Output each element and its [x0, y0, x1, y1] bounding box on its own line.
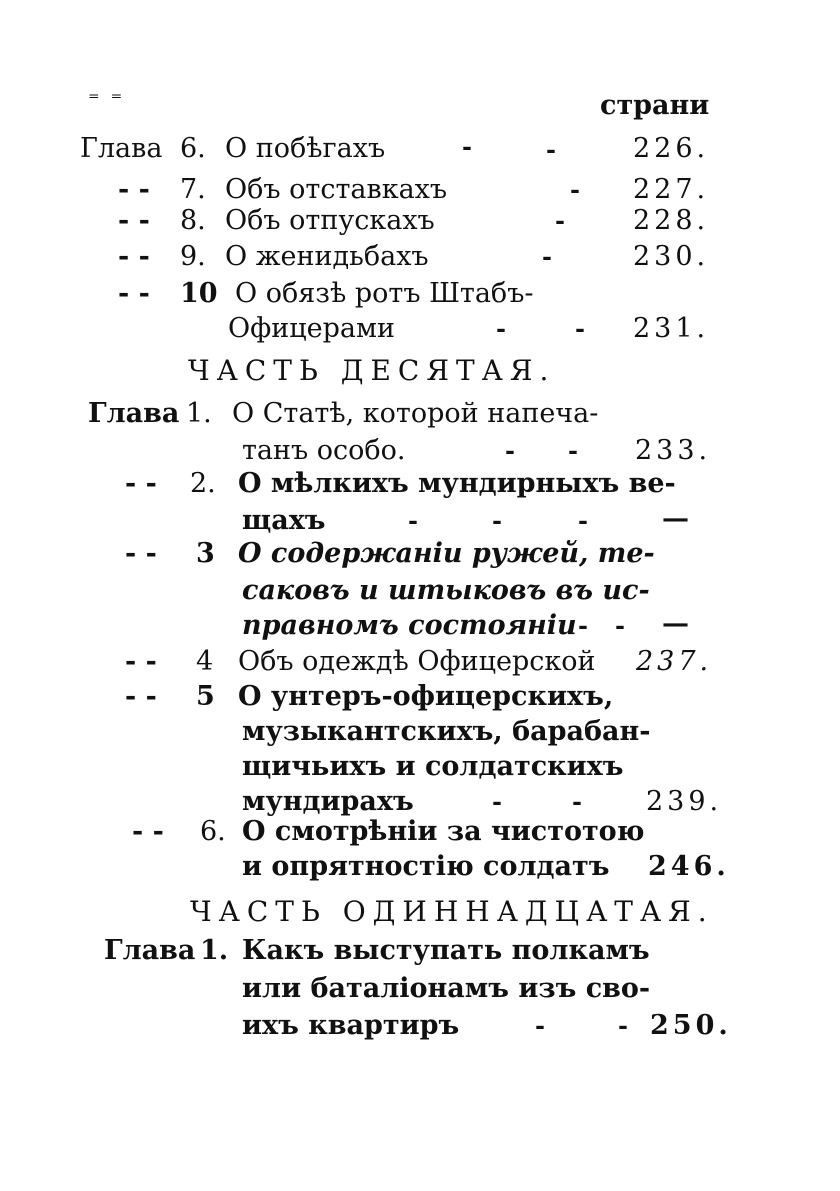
part-heading: ЧАСТЬ ОДИННАДЦАТАЯ.: [190, 895, 714, 928]
leader-dash: -: [535, 1011, 545, 1040]
page-number: 233.: [635, 435, 712, 466]
page-number: 246.: [648, 851, 730, 882]
chapter-number: 6.: [180, 133, 206, 164]
leader-dash: -: [546, 135, 556, 164]
leader-dash: -: [496, 314, 506, 343]
page-number-ditto: —: [662, 503, 689, 534]
chapter-number: 7.: [180, 174, 206, 205]
page-column-header: страни: [600, 90, 710, 121]
leader-dash: -: [492, 506, 502, 535]
chapter-number: 2.: [190, 468, 216, 499]
ditto-mark: - -: [125, 468, 157, 499]
chapter-title: О содержаніи ружей, те-: [238, 538, 655, 569]
ditto-mark: - -: [132, 816, 164, 847]
chapter-number: 1.: [200, 935, 229, 966]
chapter-title-continuation: правномъ состояніи: [242, 610, 577, 641]
chapter-title: О побѣгахъ: [225, 133, 386, 164]
chapter-prefix: Глава: [104, 935, 196, 966]
chapter-title-continuation: и опрятностію солдатъ: [242, 851, 610, 882]
chapter-number: 3: [196, 538, 215, 569]
chapter-title: О смотрѣніи за чистотою: [242, 816, 645, 847]
chapter-title: О унтеръ-офицерскихъ,: [238, 681, 614, 712]
page-signature-mark: ₌ ₌: [88, 81, 125, 106]
page-number: 226.: [633, 133, 710, 164]
chapter-title: О Статѣ, которой напеча-: [232, 398, 599, 429]
chapter-title: О женидьбахъ: [225, 241, 429, 272]
leader-dash: -: [505, 436, 515, 465]
leader-dash: -: [462, 132, 472, 161]
chapter-title: О мѣлкихъ мундирныхъ ве-: [238, 468, 676, 499]
ditto-mark: - -: [118, 278, 150, 309]
chapter-title-continuation: ихъ квартиръ: [242, 1010, 460, 1041]
page-number: 250.: [650, 1010, 732, 1041]
ditto-mark: - -: [125, 538, 157, 569]
ditto-mark: - -: [118, 205, 150, 236]
leader-dash: -: [492, 787, 502, 816]
page-number: 237.: [636, 646, 713, 677]
chapter-title: Объ отставкахъ: [225, 174, 448, 205]
leader-dash: -: [618, 1011, 628, 1040]
chapter-number: 4: [196, 646, 214, 677]
page-number: 230.: [633, 241, 710, 272]
leader-dash: -: [578, 611, 588, 640]
leader-dash: -: [572, 787, 582, 816]
leader-dash: -: [570, 175, 580, 204]
chapter-title-continuation: щичьихъ и солдатскихъ: [242, 751, 624, 782]
chapter-title-continuation: или баталіонамъ изъ сво-: [242, 973, 651, 1004]
leader-dash: -: [408, 506, 418, 535]
chapter-number: 5: [196, 681, 215, 712]
chapter-number: 6.: [200, 816, 226, 847]
chapter-title: О обязѣ ротъ Штабъ-: [235, 278, 534, 309]
page-number: 239.: [646, 786, 723, 817]
chapter-prefix: Глава: [80, 133, 163, 164]
chapter-number: 8.: [180, 205, 206, 236]
ditto-mark: - -: [125, 681, 157, 712]
part-heading: ЧАСТЬ ДЕСЯТАЯ.: [188, 354, 556, 387]
chapter-title-continuation: Офицерами: [228, 313, 395, 344]
ditto-mark: - -: [118, 174, 150, 205]
ditto-mark: - -: [125, 646, 157, 677]
page-number-ditto: —: [662, 608, 689, 639]
page-number: 228.: [633, 205, 710, 236]
chapter-number: 9.: [180, 241, 206, 272]
chapter-title: Объ отпускахъ: [225, 205, 435, 236]
leader-dash: -: [578, 506, 588, 535]
chapter-title: Какъ выступать полкамъ: [242, 935, 650, 966]
chapter-title-continuation: саковъ и штыковъ въ ис-: [242, 575, 650, 606]
leader-dash: -: [615, 611, 625, 640]
chapter-number: 10: [180, 278, 218, 309]
page-number: 231.: [633, 313, 710, 344]
ditto-mark: - -: [118, 241, 150, 272]
chapter-title-continuation: мундирахъ: [242, 786, 414, 817]
chapter-title-continuation: танъ особо.: [242, 435, 406, 466]
leader-dash: -: [542, 242, 552, 271]
leader-dash: -: [568, 436, 578, 465]
chapter-prefix: Глава: [88, 398, 180, 429]
chapter-title-continuation: музыкантскихъ, барабан-: [242, 716, 651, 747]
chapter-title: Объ одеждѣ Офицерской: [238, 646, 596, 677]
page-number: 227.: [633, 174, 710, 205]
chapter-title-continuation: щахъ: [242, 505, 326, 536]
chapter-number: 1.: [186, 398, 212, 429]
leader-dash: -: [555, 206, 565, 235]
leader-dash: -: [575, 314, 585, 343]
